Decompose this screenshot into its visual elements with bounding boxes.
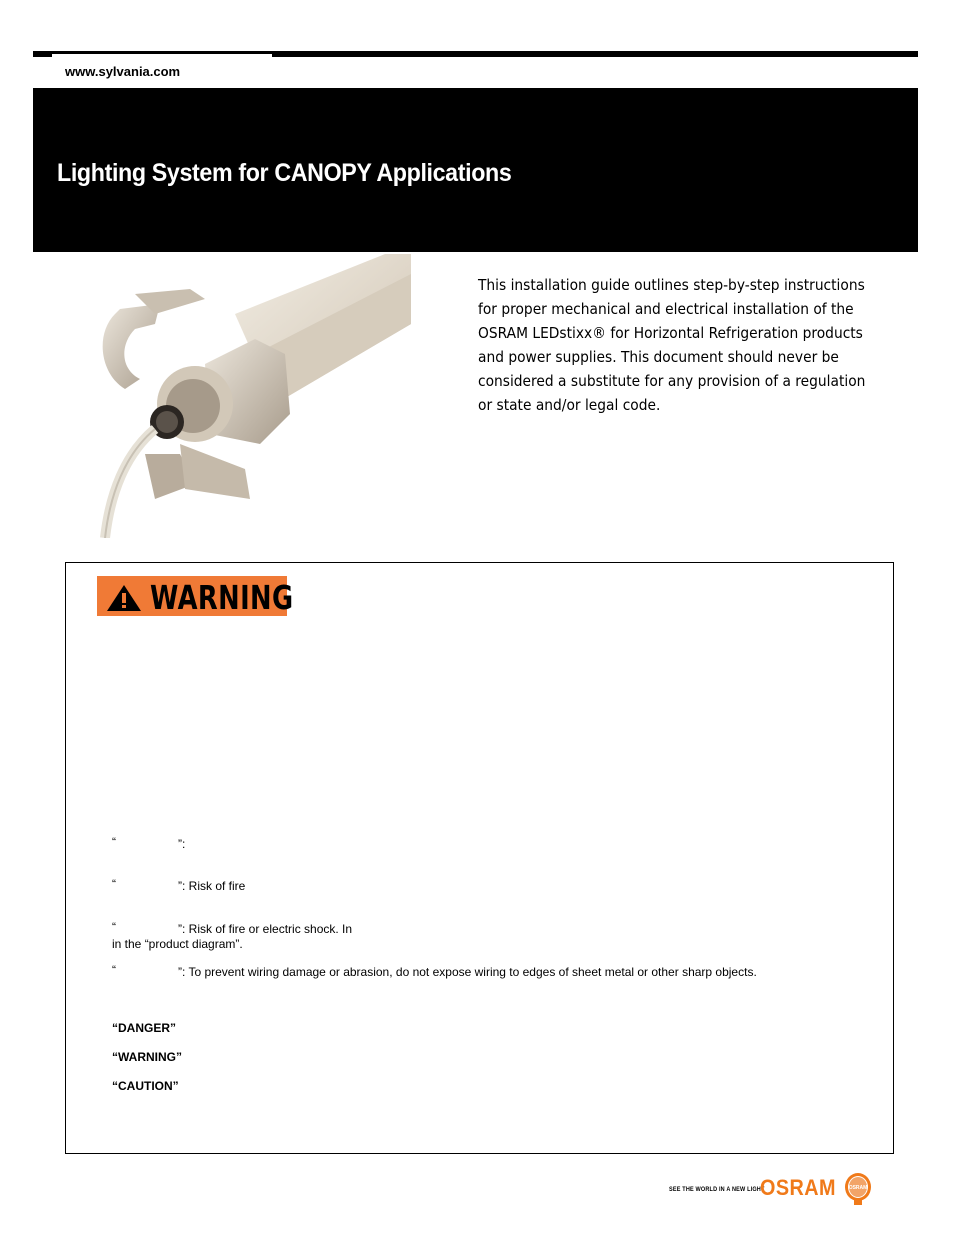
intro-line: or state and/or legal code. [478, 396, 661, 414]
osram-logo: OSRAM [760, 1175, 836, 1200]
intro-line: OSRAM LEDstixx® for Horizontal Refrigeration products [478, 324, 863, 342]
intro-line: for proper mechanical and electrical installation of the [478, 300, 854, 318]
warning-item-continued: in the “product diagram”. [112, 937, 243, 951]
footer-tagline: SEE THE WORLD IN A NEW LIGHT [669, 1186, 765, 1193]
intro-line: and power supplies. This document should never be [478, 348, 839, 366]
warning-item: ”: Risk of fire or electric shock. In [178, 922, 353, 936]
warning-item: ”: Risk of fire [178, 879, 246, 893]
product-photo [85, 254, 411, 538]
warning-label: WARNING [150, 578, 294, 617]
warning-item: ”: To prevent wiring damage or abrasion, do not expose wiring to edges of sheet metal or other sharp objects. [178, 965, 757, 979]
definition-warning: “WARNING” [112, 1050, 182, 1064]
definition-caution: “CAUTION” [112, 1079, 179, 1093]
intro-line: This installation guide outlines step-by-step instructions [478, 276, 865, 294]
bulb-label: OSRAM [848, 1185, 868, 1191]
page-title: Lighting System for CANOPY Applications [57, 159, 512, 187]
url-underline-gap [52, 54, 272, 58]
quote-mark: “ [112, 835, 116, 849]
warning-item: ”: [178, 837, 186, 851]
website-url[interactable]: www.sylvania.com [65, 64, 181, 79]
quote-mark: “ [112, 963, 116, 977]
definition-danger: “DANGER” [112, 1021, 177, 1035]
quote-mark: “ [112, 920, 116, 934]
intro-paragraph [478, 273, 866, 417]
quote-mark: “ [112, 877, 116, 891]
warning-triangle-icon [106, 584, 142, 612]
intro-line: considered a substitute for any provision of a regulation [478, 372, 866, 390]
osram-bulb-icon [843, 1172, 873, 1206]
warning-box [65, 562, 894, 1154]
